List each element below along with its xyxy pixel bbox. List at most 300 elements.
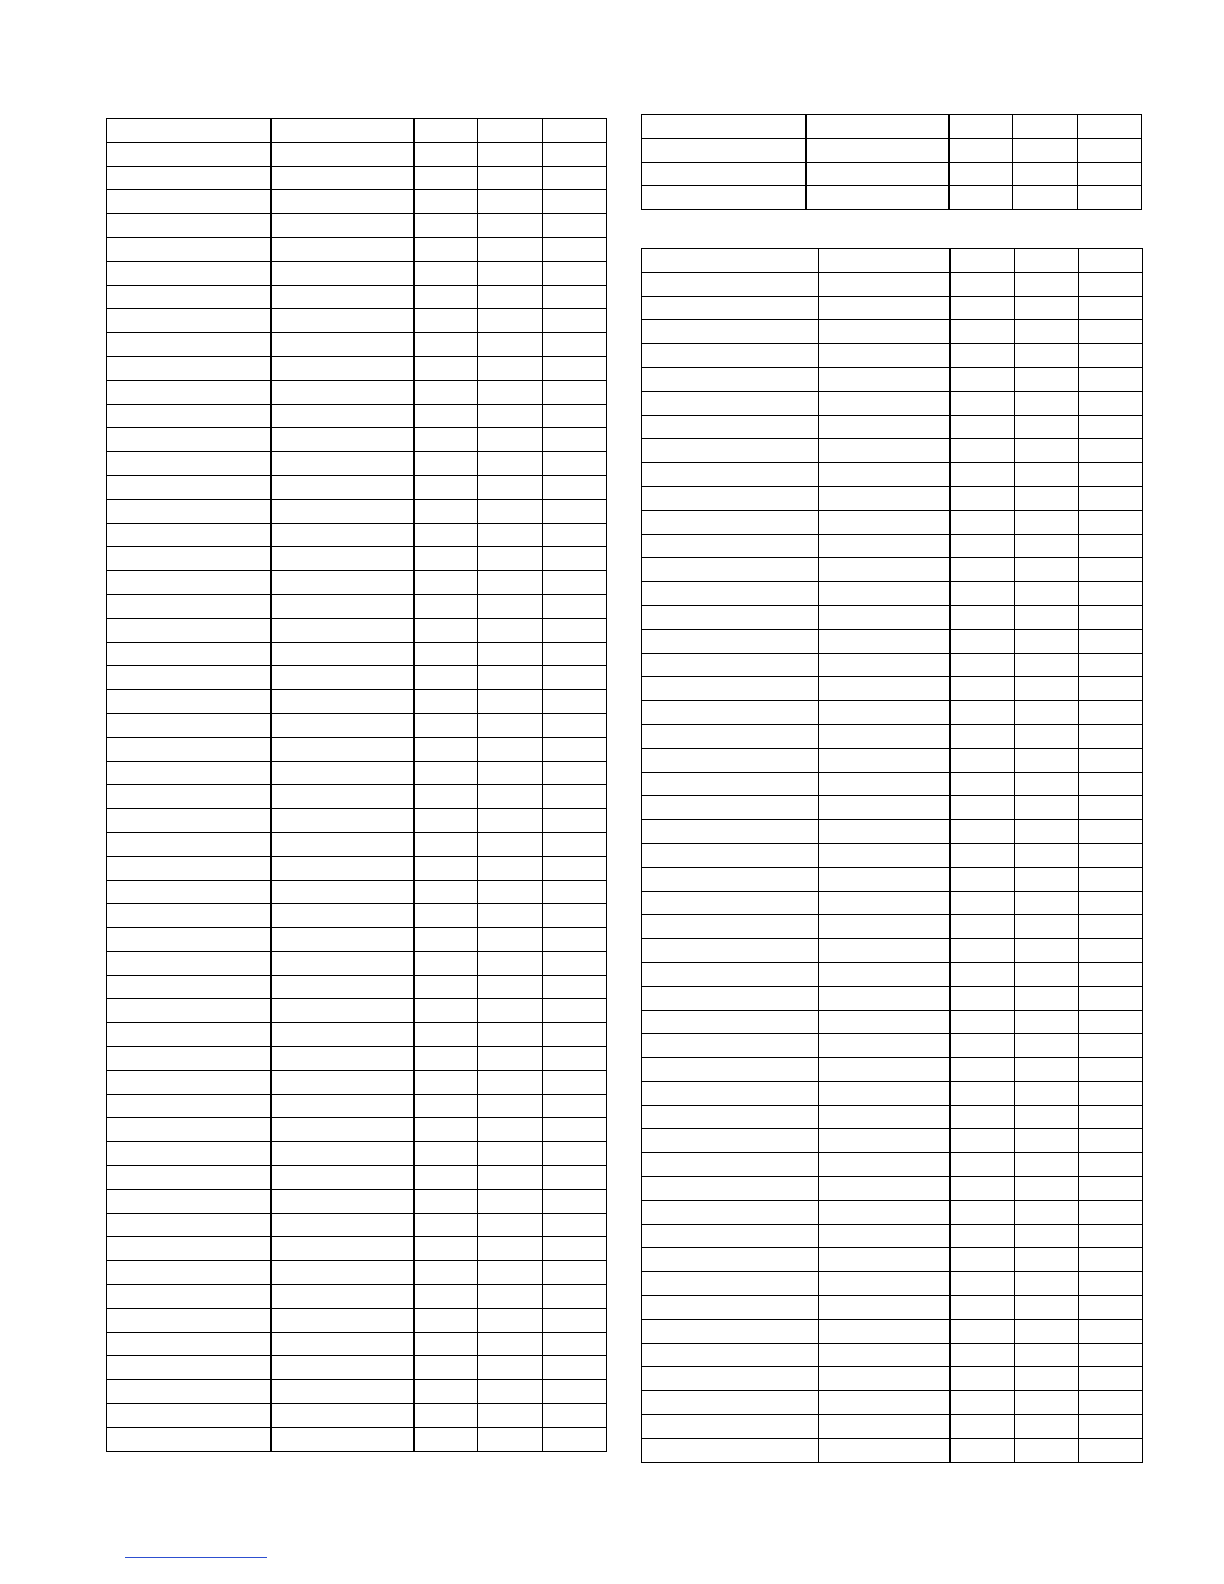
table-cell xyxy=(478,1070,543,1094)
table-row xyxy=(642,344,1143,368)
table-row xyxy=(107,1285,607,1309)
table-cell xyxy=(107,594,271,618)
table-row xyxy=(107,261,607,285)
table-cell xyxy=(642,463,819,487)
table-cell xyxy=(642,1010,819,1034)
table-cell xyxy=(806,186,949,210)
table-cell xyxy=(950,1129,1015,1153)
table-cell xyxy=(414,475,478,499)
table-cell xyxy=(478,1427,543,1451)
table-cell xyxy=(543,166,607,190)
table-row xyxy=(107,475,607,499)
table-cell xyxy=(1079,748,1143,772)
table-cell xyxy=(642,891,819,915)
table-cell xyxy=(1015,486,1079,510)
table-cell xyxy=(819,439,950,463)
table-cell xyxy=(819,415,950,439)
table-cell xyxy=(107,1023,271,1047)
table-cell xyxy=(806,115,949,139)
table-cell xyxy=(1079,1367,1143,1391)
table-cell xyxy=(107,809,271,833)
table-row xyxy=(642,272,1143,296)
table-cell xyxy=(414,737,478,761)
table-cell xyxy=(414,499,478,523)
table-cell xyxy=(107,547,271,571)
table-cell xyxy=(107,1189,271,1213)
table-cell xyxy=(819,558,950,582)
table-cell xyxy=(1015,1153,1079,1177)
table-cell xyxy=(478,166,543,190)
table-row xyxy=(107,1213,607,1237)
table-row xyxy=(107,1308,607,1332)
table-cell xyxy=(107,761,271,785)
table-cell xyxy=(478,1308,543,1332)
table-cell xyxy=(271,571,414,595)
table-cell xyxy=(478,404,543,428)
table-cell xyxy=(543,333,607,357)
table-cell xyxy=(414,547,478,571)
table-cell xyxy=(819,1105,950,1129)
table-cell xyxy=(1015,1391,1079,1415)
table-cell xyxy=(642,843,819,867)
table-cell xyxy=(1015,629,1079,653)
table-cell xyxy=(478,1094,543,1118)
table-cell xyxy=(950,1177,1015,1201)
table-cell xyxy=(819,1058,950,1082)
table-row xyxy=(107,190,607,214)
table-row xyxy=(642,748,1143,772)
table-cell xyxy=(1079,653,1143,677)
table-row xyxy=(107,928,607,952)
table-cell xyxy=(478,880,543,904)
table-cell xyxy=(414,904,478,928)
table-cell xyxy=(1079,1200,1143,1224)
table-cell xyxy=(642,1248,819,1272)
table-cell xyxy=(950,415,1015,439)
table-cell xyxy=(271,452,414,476)
table-cell xyxy=(478,999,543,1023)
table-cell xyxy=(1015,843,1079,867)
table-cell xyxy=(642,653,819,677)
table-cell xyxy=(107,1261,271,1285)
table-cell xyxy=(819,748,950,772)
table-cell xyxy=(107,1094,271,1118)
table-cell xyxy=(271,190,414,214)
table-cell xyxy=(478,737,543,761)
table-cell xyxy=(543,999,607,1023)
table-row xyxy=(642,820,1143,844)
table-cell xyxy=(271,499,414,523)
table-cell xyxy=(107,832,271,856)
table-cell xyxy=(1015,986,1079,1010)
table-row xyxy=(107,690,607,714)
right-top-empty-table xyxy=(641,114,1142,210)
table-cell xyxy=(950,1296,1015,1320)
table-cell xyxy=(271,547,414,571)
table-cell xyxy=(271,785,414,809)
table-cell xyxy=(1079,843,1143,867)
table-cell xyxy=(642,138,806,162)
table-row xyxy=(107,904,607,928)
table-cell xyxy=(414,1189,478,1213)
table-row xyxy=(642,138,1142,162)
table-cell xyxy=(819,249,950,273)
table-cell xyxy=(271,1380,414,1404)
table-cell xyxy=(819,939,950,963)
table-row xyxy=(107,1237,607,1261)
table-cell xyxy=(950,486,1015,510)
table-cell xyxy=(1079,558,1143,582)
table-cell xyxy=(478,356,543,380)
table-cell xyxy=(642,1272,819,1296)
table-cell xyxy=(642,162,806,186)
table-cell xyxy=(543,690,607,714)
table-cell xyxy=(414,428,478,452)
table-cell xyxy=(642,796,819,820)
table-cell xyxy=(478,1142,543,1166)
table-cell xyxy=(478,951,543,975)
table-cell xyxy=(819,962,950,986)
table-cell xyxy=(950,915,1015,939)
table-cell xyxy=(478,1118,543,1142)
table-cell xyxy=(1079,415,1143,439)
table-cell xyxy=(819,677,950,701)
table-cell xyxy=(950,986,1015,1010)
table-cell xyxy=(950,701,1015,725)
table-cell xyxy=(107,737,271,761)
table-cell xyxy=(478,571,543,595)
table-cell xyxy=(107,428,271,452)
table-cell xyxy=(1079,534,1143,558)
table-cell xyxy=(1015,1034,1079,1058)
table-cell xyxy=(642,186,806,210)
table-cell xyxy=(107,1142,271,1166)
table-cell xyxy=(949,186,1013,210)
table-cell xyxy=(642,1105,819,1129)
table-row xyxy=(107,214,607,238)
table-cell xyxy=(107,452,271,476)
table-cell xyxy=(950,320,1015,344)
table-row xyxy=(107,594,607,618)
table-cell xyxy=(1079,1153,1143,1177)
table-cell xyxy=(414,785,478,809)
table-cell xyxy=(107,999,271,1023)
table-cell xyxy=(543,880,607,904)
table-cell xyxy=(271,475,414,499)
table-row xyxy=(107,571,607,595)
table-row xyxy=(107,333,607,357)
table-cell xyxy=(107,1118,271,1142)
table-cell xyxy=(1079,605,1143,629)
table-cell xyxy=(478,1189,543,1213)
table-cell xyxy=(478,1285,543,1309)
table-cell xyxy=(414,1285,478,1309)
table-cell xyxy=(543,856,607,880)
table-cell xyxy=(414,1023,478,1047)
table-cell xyxy=(414,761,478,785)
table-cell xyxy=(819,486,950,510)
table-cell xyxy=(1015,249,1079,273)
table-cell xyxy=(414,1094,478,1118)
table-row xyxy=(107,237,607,261)
table-row xyxy=(642,391,1143,415)
table-cell xyxy=(271,523,414,547)
table-cell xyxy=(543,571,607,595)
table-row xyxy=(107,856,607,880)
table-cell xyxy=(642,820,819,844)
table-cell xyxy=(414,975,478,999)
table-cell xyxy=(414,214,478,238)
table-cell xyxy=(1079,772,1143,796)
table-cell xyxy=(478,428,543,452)
table-cell xyxy=(271,237,414,261)
table-cell xyxy=(107,1404,271,1428)
table-cell xyxy=(543,404,607,428)
table-cell xyxy=(107,190,271,214)
table-cell xyxy=(414,1380,478,1404)
table-cell xyxy=(107,119,271,143)
table-cell xyxy=(478,1213,543,1237)
table-cell xyxy=(1079,1105,1143,1129)
table-cell xyxy=(271,809,414,833)
table-cell xyxy=(478,190,543,214)
table-row xyxy=(642,843,1143,867)
table-cell xyxy=(271,975,414,999)
table-cell xyxy=(819,1081,950,1105)
table-cell xyxy=(271,904,414,928)
table-cell xyxy=(819,1296,950,1320)
table-cell xyxy=(642,1129,819,1153)
table-row xyxy=(642,582,1143,606)
table-cell xyxy=(1015,558,1079,582)
table-cell xyxy=(107,666,271,690)
table-cell xyxy=(414,1356,478,1380)
table-cell xyxy=(642,272,819,296)
table-cell xyxy=(642,1200,819,1224)
table-cell xyxy=(107,285,271,309)
table-row xyxy=(107,951,607,975)
table-cell xyxy=(543,285,607,309)
table-cell xyxy=(478,1356,543,1380)
table-cell xyxy=(478,380,543,404)
table-cell xyxy=(543,1213,607,1237)
table-cell xyxy=(414,951,478,975)
table-row xyxy=(107,1356,607,1380)
table-cell xyxy=(642,534,819,558)
table-cell xyxy=(1015,677,1079,701)
table-cell xyxy=(478,785,543,809)
table-cell xyxy=(414,261,478,285)
table-row xyxy=(642,1081,1143,1105)
table-cell xyxy=(543,975,607,999)
table-cell xyxy=(1015,1129,1079,1153)
table-cell xyxy=(271,1261,414,1285)
table-cell xyxy=(642,939,819,963)
table-cell xyxy=(107,1380,271,1404)
table-cell xyxy=(543,1189,607,1213)
table-row xyxy=(642,510,1143,534)
table-cell xyxy=(642,1177,819,1201)
table-cell xyxy=(271,404,414,428)
table-cell xyxy=(543,214,607,238)
table-cell xyxy=(950,748,1015,772)
table-cell xyxy=(107,309,271,333)
table-cell xyxy=(107,571,271,595)
table-cell xyxy=(1015,772,1079,796)
table-cell xyxy=(950,1438,1015,1462)
table-cell xyxy=(1079,1272,1143,1296)
table-cell xyxy=(819,1224,950,1248)
table-cell xyxy=(950,582,1015,606)
table-cell xyxy=(478,856,543,880)
table-cell xyxy=(543,1356,607,1380)
table-cell xyxy=(543,1070,607,1094)
table-cell xyxy=(950,1343,1015,1367)
table-cell xyxy=(543,1047,607,1071)
table-cell xyxy=(950,463,1015,487)
table-cell xyxy=(950,653,1015,677)
table-cell xyxy=(543,904,607,928)
table-cell xyxy=(950,629,1015,653)
table-cell xyxy=(819,1177,950,1201)
table-cell xyxy=(543,1094,607,1118)
table-cell xyxy=(271,1285,414,1309)
table-cell xyxy=(271,428,414,452)
table-cell xyxy=(1079,986,1143,1010)
table-row xyxy=(642,1248,1143,1272)
table-row xyxy=(107,1142,607,1166)
table-cell xyxy=(1079,701,1143,725)
table-cell xyxy=(543,356,607,380)
table-row xyxy=(642,463,1143,487)
table-cell xyxy=(1013,162,1078,186)
table-cell xyxy=(1079,582,1143,606)
table-cell xyxy=(107,1427,271,1451)
table-cell xyxy=(543,190,607,214)
table-cell xyxy=(107,523,271,547)
table-cell xyxy=(642,558,819,582)
table-cell xyxy=(271,690,414,714)
table-cell xyxy=(819,534,950,558)
table-cell xyxy=(107,785,271,809)
table-cell xyxy=(414,309,478,333)
table-cell xyxy=(642,1343,819,1367)
table-cell xyxy=(414,928,478,952)
table-cell xyxy=(414,642,478,666)
table-cell xyxy=(642,1058,819,1082)
table-cell xyxy=(543,1380,607,1404)
table-cell xyxy=(1079,1319,1143,1343)
table-cell xyxy=(271,761,414,785)
table-cell xyxy=(1079,344,1143,368)
table-row xyxy=(107,1023,607,1047)
table-cell xyxy=(271,1308,414,1332)
table-cell xyxy=(107,904,271,928)
table-cell xyxy=(107,261,271,285)
table-cell xyxy=(271,999,414,1023)
table-cell xyxy=(950,439,1015,463)
table-cell xyxy=(1013,115,1078,139)
table-row xyxy=(107,119,607,143)
table-cell xyxy=(1015,867,1079,891)
table-cell xyxy=(1015,1081,1079,1105)
table-cell xyxy=(107,1070,271,1094)
table-cell xyxy=(950,1058,1015,1082)
table-cell xyxy=(543,1118,607,1142)
table-cell xyxy=(107,1213,271,1237)
table-cell xyxy=(543,452,607,476)
table-cell xyxy=(543,119,607,143)
table-cell xyxy=(271,119,414,143)
table-cell xyxy=(543,618,607,642)
table-cell xyxy=(1079,677,1143,701)
table-cell xyxy=(271,1332,414,1356)
table-cell xyxy=(819,986,950,1010)
table-cell xyxy=(1079,629,1143,653)
table-cell xyxy=(271,666,414,690)
table-cell xyxy=(543,666,607,690)
table-cell xyxy=(819,724,950,748)
table-row xyxy=(642,162,1142,186)
table-cell xyxy=(478,1166,543,1190)
table-cell xyxy=(1015,439,1079,463)
table-cell xyxy=(478,618,543,642)
table-cell xyxy=(950,1224,1015,1248)
table-row xyxy=(107,404,607,428)
right-bottom-empty-table xyxy=(641,248,1143,1463)
table-cell xyxy=(950,296,1015,320)
table-cell xyxy=(1015,320,1079,344)
table-cell xyxy=(819,653,950,677)
table-row xyxy=(107,832,607,856)
table-cell xyxy=(819,296,950,320)
table-cell xyxy=(271,1404,414,1428)
table-row xyxy=(107,1380,607,1404)
table-cell xyxy=(642,415,819,439)
table-row xyxy=(107,452,607,476)
table-cell xyxy=(414,1404,478,1428)
table-cell xyxy=(950,796,1015,820)
table-cell xyxy=(642,115,806,139)
table-cell xyxy=(1015,701,1079,725)
table-cell xyxy=(1079,486,1143,510)
table-row xyxy=(642,115,1142,139)
table-cell xyxy=(819,915,950,939)
table-cell xyxy=(271,642,414,666)
table-cell xyxy=(478,285,543,309)
table-cell xyxy=(1015,1319,1079,1343)
table-cell xyxy=(271,951,414,975)
table-cell xyxy=(271,309,414,333)
table-cell xyxy=(414,618,478,642)
left-empty-table xyxy=(106,118,607,1452)
table-cell xyxy=(950,820,1015,844)
table-row xyxy=(107,737,607,761)
table-row xyxy=(107,809,607,833)
table-cell xyxy=(271,1070,414,1094)
table-cell xyxy=(642,1296,819,1320)
table-cell xyxy=(950,510,1015,534)
table-cell xyxy=(414,452,478,476)
table-cell xyxy=(1015,1272,1079,1296)
table-cell xyxy=(642,677,819,701)
table-cell xyxy=(806,162,949,186)
table-cell xyxy=(819,843,950,867)
table-cell xyxy=(1015,1248,1079,1272)
table-cell xyxy=(414,1047,478,1071)
table-cell xyxy=(950,962,1015,986)
table-cell xyxy=(950,1319,1015,1343)
